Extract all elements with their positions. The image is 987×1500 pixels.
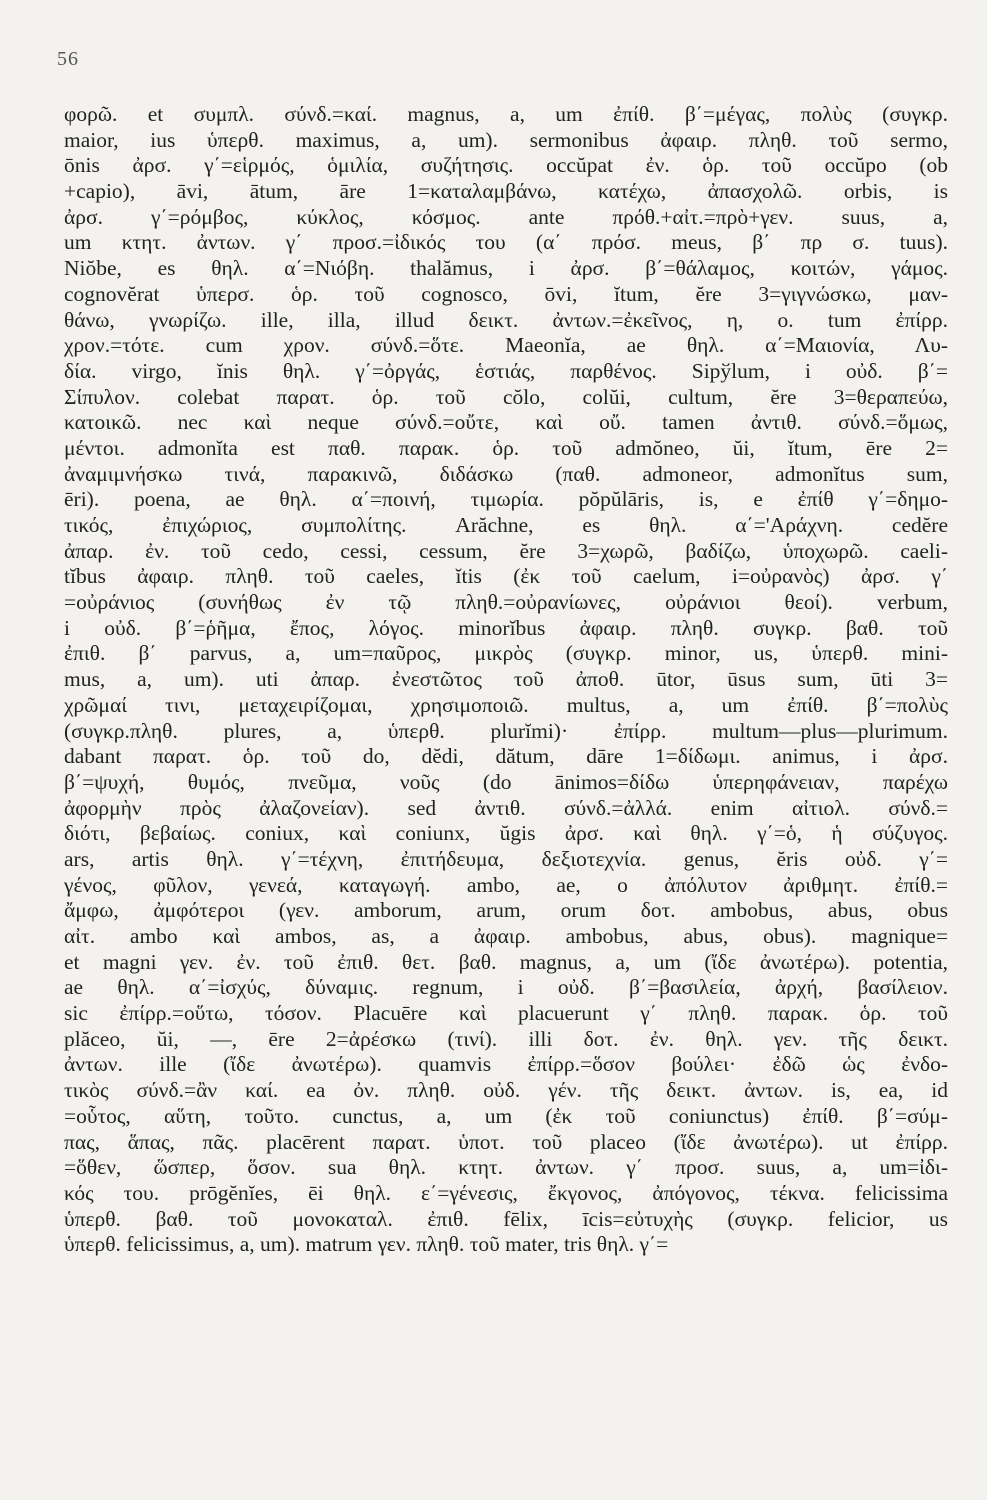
text-line: γένος, φῦλον, γενεά, καταγωγή. ambo, ae, o ἀπόλυτον ἀριθμητ. ἐπίθ.= xyxy=(64,872,948,897)
text-line: ἀντων. ille (ἴδε ἀνωτέρω). quamvis ἐπίρρ.=ὅσον βούλει· ἐδῶ ὡς ἐνδο- xyxy=(64,1052,948,1077)
text-line: maior, ius ὑπερθ. maximus, a, um). sermonibus ἀφαιρ. πληθ. τοῦ sermo, xyxy=(64,127,948,152)
text-line: Niŏbe, es θηλ. α΄=Νιόβη. thalămus, i ἀρσ. β΄=θάλαμος, κοιτών, γάμος. xyxy=(64,256,948,281)
text-line: κός του. prōgĕnĭes, ēi θηλ. ε΄=γένεσις, ἔκγονος, ἀπόγονος, τέκνα. felicissima xyxy=(64,1180,948,1205)
text-line: θάνω, γνωρίζω. ille, illa, illud δεικτ. ἀντων.=ἐκεῖνος, η, ο. tum ἐπίρρ. xyxy=(64,307,948,332)
text-line: φορῶ. et συμπλ. σύνδ.=καί. magnus, a, um ἐπίθ. β΄=μέγας, πολὺς (συγκρ. xyxy=(64,102,948,126)
text-line: =ὅθεν, ὥσπερ, ὅσον. sua θηλ. κτητ. ἀντων. γ΄ προσ. suus, a, um=ἰδι- xyxy=(64,1155,948,1180)
text-line: sic ἐπίρρ.=οὕτω, τόσον. Placuēre καὶ placuerunt γ΄ πληθ. παρακ. ὁρ. τοῦ xyxy=(64,1001,948,1026)
text-line: κατοικῶ. nec καὶ neque σύνδ.=οὔτε, καὶ οὔ. tamen ἀντιθ. σύνδ.=ὅμως, xyxy=(64,410,948,435)
text-line: dabant παρατ. ὁρ. τοῦ do, dĕdi, dătum, dāre 1=δίδωμι. animus, i ἀρσ. xyxy=(64,744,948,769)
text-line: ὑπερθ. felicissimus, a, um). matrum γεν. πληθ. τοῦ mater, tris θηλ. γ΄= xyxy=(64,1232,669,1257)
text-line: ἀπαρ. ἐν. τοῦ cedo, cessi, cessum, ĕre 3=χωρῶ, βαδίζω, ὑποχωρῶ. caeli- xyxy=(64,538,948,563)
text-line: χρον.=τότε. cum χρον. σύνδ.=ὅτε. Maeonĭa, ae θηλ. α΄=Μαιονία, Λυ- xyxy=(64,333,948,358)
text-line: δία. virgo, ĭnis θηλ. γ΄=ὀργάς, ἑστιάς, παρθένος. Sipўlum, i οὐδ. β΄= xyxy=(64,358,948,383)
text-line: ae θηλ. α΄=ἰσχύς, δύναμις. regnum, i οὐδ. β΄=βασιλεία, ἀρχή, βασίλειον. xyxy=(64,975,948,1000)
text-line: β΄=ψυχή, θυμός, πνεῦμα, νοῦς (do ānimos=δίδω ὑπερηφάνειαν, παρέχω xyxy=(64,769,948,794)
body-text xyxy=(64,102,948,1258)
text-line: ἀναμιμνήσκω τινά, παρακινῶ, διδάσκω (παθ. admoneor, admonĭtus sum, xyxy=(64,461,948,486)
text-line: i οὐδ. β΄=ῥῆμα, ἔπος, λόγος. minorĭbus ἀφαιρ. πληθ. συγκρ. βαθ. τοῦ xyxy=(64,615,948,640)
text-line: =οὐράνιος (συνήθως ἐν τῷ πληθ.=οὐρανίωνες, οὐράνιοι θεοί). verbum, xyxy=(64,590,948,615)
text-line: τικὸς σύνδ.=ἂν καί. ea ὀν. πληθ. οὐδ. γέν. τῆς δεικτ. ἀντων. is, ea, id xyxy=(64,1078,948,1103)
text-line: μέντοι. admonĭta est παθ. παρακ. ὁρ. τοῦ admŏneo, ŭi, ĭtum, ēre 2= xyxy=(64,435,948,460)
text-line: πας, ἅπας, πᾶς. placērent παρατ. ὑποτ. τοῦ placeo (ἴδε ἀνωτέρω). ut ἐπίρρ. xyxy=(64,1129,948,1154)
text-line: plăceo, ŭi, —, ēre 2=ἀρέσκω (τινί). illi δοτ. ἐν. θηλ. γεν. τῆς δεικτ. xyxy=(64,1026,948,1051)
text-line: et magni γεν. ἐν. τοῦ ἐπιθ. θετ. βαθ. magnus, a, um (ἴδε ἀνωτέρω). potentia, xyxy=(64,949,948,974)
text-line: um κτητ. ἀντων. γ΄ προσ.=ἰδικός του (α΄ πρόσ. meus, β΄ πρ σ. tuus). xyxy=(64,230,948,255)
text-line: ἄμφω, ἀμφότεροι (γεν. amborum, arum, orum δοτ. ambobus, abus, obus xyxy=(64,898,948,923)
text-line: ὑπερθ. βαθ. τοῦ μονοκαταλ. ἐπιθ. fēlix, īcis=εὐτυχὴς (συγκρ. felicior, us xyxy=(64,1206,948,1231)
text-line: τικός, ἐπιχώριος, συμπολίτης. Arăchne, es θηλ. α΄='Αράχνη. cedĕre xyxy=(64,513,948,537)
text-line: ōnis ἀρσ. γ΄=εἱρμός, ὁμιλία, συζήτησις. occŭpat ἐν. ὁρ. τοῦ occŭpo (ob xyxy=(64,153,948,178)
text-line: διότι, βεβαίως. coniux, καὶ coniunx, ŭgis ἀρσ. καὶ θηλ. γ΄=ὁ, ἡ σύζυγος. xyxy=(64,821,948,846)
text-line: ἀφορμὴν πρὸς ἀλαζονείαν). sed ἀντιθ. σύνδ.=ἀλλά. enim αἰτιολ. σύνδ.= xyxy=(64,795,948,820)
text-line: tĭbus ἀφαιρ. πληθ. τοῦ caeles, ĭtis (ἐκ τοῦ caelum, i=οὐρανὸς) ἀρσ. γ΄ xyxy=(64,564,948,589)
text-line: χρῶμαί τινι, μεταχειρίζομαι, χρησιμοποιῶ. multus, a, um ἐπίθ. β΄=πολὺς xyxy=(64,692,948,717)
text-line: αἰτ. ambo καὶ ambos, as, a ἀφαιρ. ambobus, abus, obus). magnique= xyxy=(64,924,948,948)
text-line: (συγκρ.πληθ. plures, a, ὑπερθ. plurĭmi)· ἐπίρρ. multum—plus—plurimum. xyxy=(64,718,948,743)
page-number: 56 xyxy=(57,48,79,70)
text-line: ars, artis θηλ. γ΄=τέχνη, ἐπιτήδευμα, δεξιοτεχνία. genus, ĕris οὐδ. γ΄= xyxy=(64,846,948,871)
text-line: Σίπυλον. colebat παρατ. ὁρ. τοῦ cŏlo, colŭi, cultum, ĕre 3=θεραπεύω, xyxy=(64,384,948,409)
text-line: +capio), āvi, ātum, āre 1=καταλαμβάνω, κατέχω, ἀπασχολῶ. orbis, is xyxy=(64,179,948,204)
text-line: =οὗτος, αὕτη, τοῦτο. cunctus, a, um (ἐκ τοῦ coniunctus) ἐπίθ. β΄=σύμ- xyxy=(64,1103,948,1128)
text-line: ēri). poena, ae θηλ. α΄=ποινή, τιμωρία. pŏpŭlāris, is, e ἐπίθ γ΄=δημο- xyxy=(64,487,948,512)
text-line: cognovĕrat ὑπερσ. ὁρ. τοῦ cognosco, ōvi, ĭtum, ĕre 3=γιγνώσκω, μαν- xyxy=(64,281,948,306)
text-line: ἀρσ. γ΄=ρόμβος, κύκλος, κόσμος. ante πρόθ.+αἰτ.=πρὸ+γεν. suus, a, xyxy=(64,204,948,229)
text-line: mus, a, um). uti ἀπαρ. ἐνεστῶτος τοῦ ἀποθ. ūtor, ūsus sum, ūti 3= xyxy=(64,667,948,692)
text-line: ἐπιθ. β΄ parvus, a, um=παῦρος, μικρὸς (συγκρ. minor, us, ὑπερθ. mini- xyxy=(64,641,948,666)
